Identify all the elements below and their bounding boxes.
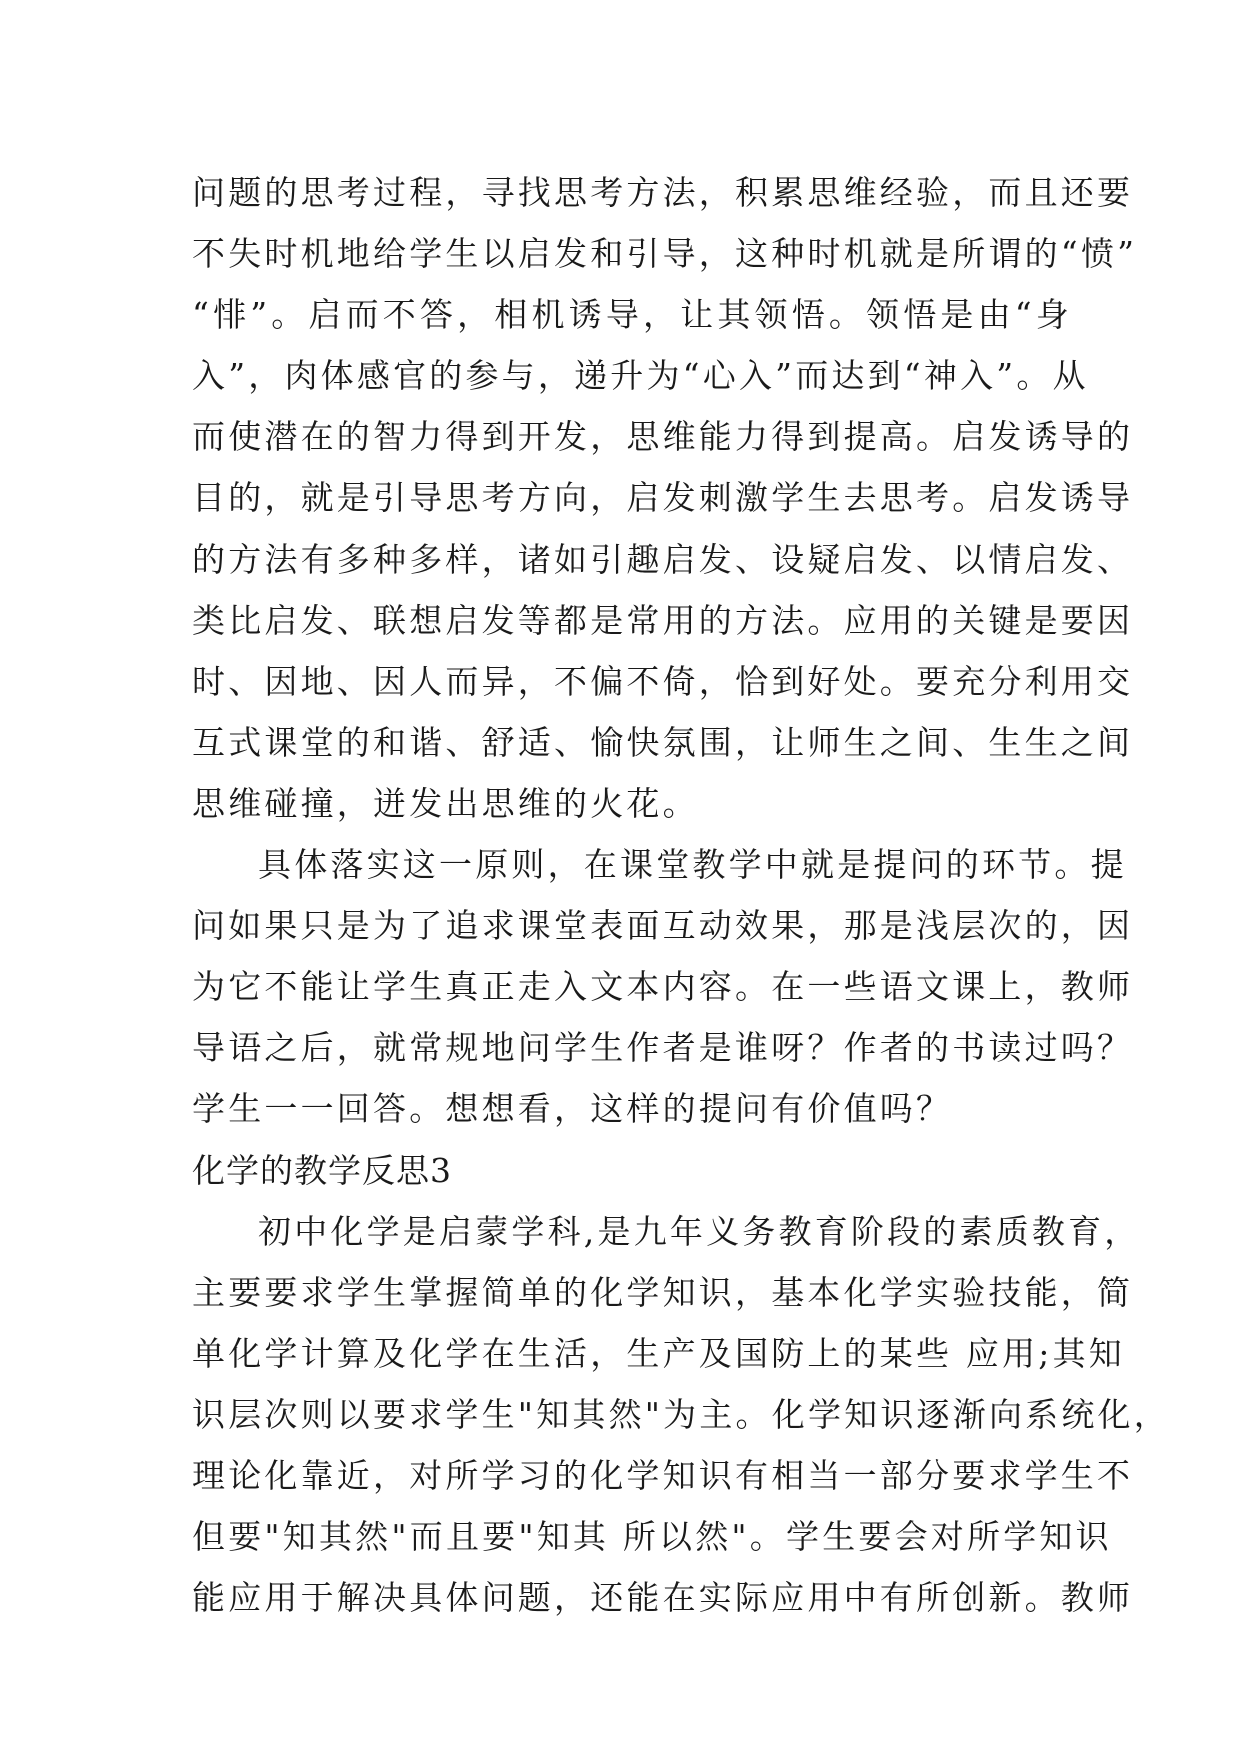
paragraph-line: 导语之后，就常规地问学生作者是谁呀？作者的书读过吗？	[192, 1028, 1134, 1068]
paragraph-line: 的方法有多种多样，诸如引趣启发、设疑启发、以情启发、	[192, 539, 1134, 579]
paragraph-line: 问如果只是为了追求课堂表面互动效果，那是浅层次的，因	[192, 906, 1134, 946]
document-body	[192, 162, 1170, 1628]
paragraph-line: 识层次则以要求学生"知其然"为主。化学知识逐渐向系统化，	[192, 1394, 1170, 1434]
paragraph-line: 类比启发、联想启发等都是常用的方法。应用的关键是要因	[192, 600, 1134, 640]
paragraph-line: 目的，就是引导思考方向，启发刺激学生去思考。启发诱导	[192, 478, 1134, 518]
paragraph-line: “悱”。启而不答，相机诱导，让其领悟。领悟是由“身	[192, 295, 1072, 335]
paragraph-line: 时、因地、因人而异，不偏不倚，恰到好处。要充分利用交	[192, 661, 1134, 701]
section-heading: 化学的教学反思3	[192, 1150, 452, 1190]
paragraph-line: 思维碰撞，迸发出思维的火花。	[192, 783, 699, 823]
paragraph-line: 互式课堂的和谐、舒适、愉快氛围，让师生之间、生生之间	[192, 722, 1134, 762]
paragraph-line: 为它不能让学生真正走入文本内容。在一些语文课上，教师	[192, 967, 1134, 1007]
paragraph-first-line: 具体落实这一原则，在课堂教学中就是提问的环节。提	[258, 845, 1127, 885]
paragraph-line: 主要要求学生掌握简单的化学知识，基本化学实验技能，简	[192, 1272, 1134, 1312]
paragraph-line: 理论化靠近，对所学习的化学知识有相当一部分要求学生不	[192, 1455, 1134, 1495]
paragraph-line: 但要"知其然"而且要"知其 所以然"。学生要会对所学知识	[192, 1517, 1112, 1557]
paragraph-line: 能应用于解决具体问题，还能在实际应用中有所创新。教师	[192, 1578, 1134, 1618]
paragraph-line: 单化学计算及化学在生活，生产及国防上的某些 应用;其知	[192, 1333, 1126, 1373]
paragraph-line: 而使潜在的智力得到开发，思维能力得到提高。启发诱导的	[192, 417, 1134, 457]
paragraph-line: 问题的思考过程，寻找思考方法，积累思维经验，而且还要	[192, 173, 1134, 212]
paragraph-line: 入”，肉体感官的参与，递升为“心入”而达到“神入”。从	[192, 356, 1089, 396]
paragraph-line: 学生一一回答。想想看，这样的提问有价值吗？	[192, 1089, 953, 1129]
paragraph-first-line: 初中化学是启蒙学科,是九年义务教育阶段的素质教育，	[258, 1211, 1141, 1251]
paragraph-line: 不失时机地给学生以启发和引导，这种时机就是所谓的“愤”	[192, 234, 1138, 274]
